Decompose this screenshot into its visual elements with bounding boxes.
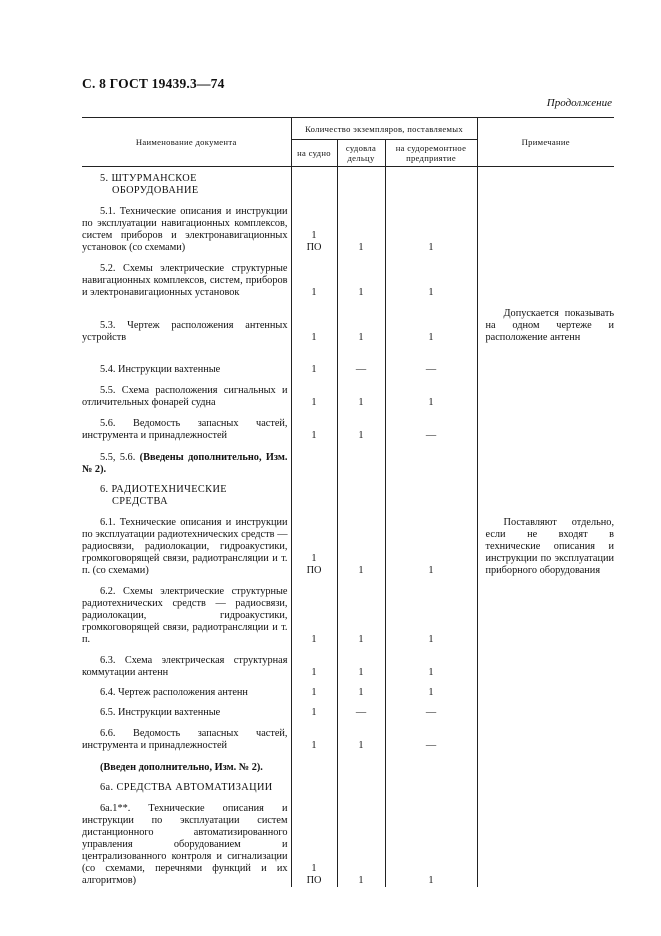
doc-name: 5.4. Инструкции вахтенные	[82, 344, 291, 376]
table-row	[82, 699, 614, 719]
table-row	[82, 376, 614, 409]
table-row	[82, 577, 614, 646]
qty-repair: 1	[385, 646, 477, 679]
qty-ship: 1	[291, 376, 337, 409]
amendment-prefix: 5.5, 5.6.	[100, 452, 140, 463]
qty-ship: 1	[291, 254, 337, 299]
doc-name: 5.3. Чертеж расположения антенных устройств	[82, 299, 291, 344]
qty-repair: 1	[385, 254, 477, 299]
qty-repair: 1	[385, 299, 477, 344]
note-text: Допускается показывать на одном чертеже и расположение антенн	[485, 308, 615, 343]
table-row	[82, 679, 614, 699]
qty-ship-top: 1	[311, 863, 317, 874]
qty-ship-top: 1	[311, 553, 317, 564]
qty-repair: —	[385, 719, 477, 752]
table-row	[82, 646, 614, 679]
qty-shipyard: 1	[337, 679, 385, 699]
table-row	[82, 719, 614, 752]
qty-ship: 1	[291, 409, 337, 442]
qty-shipyard: 1	[337, 197, 385, 254]
qty-ship-top: 1	[311, 230, 317, 241]
col-header-name: Наименование документа	[82, 118, 291, 167]
doc-name: 6.1. Технические описания и инструкции по эксплуатации радиотехнических средств — радиосвязи, радиолокации, гидроакустики, громкоговорящей связи, радиотрансляции и т. п. (со схемами)	[82, 508, 291, 577]
doc-name: 6.2. Схемы электрические структурные радиотехнических средств — радиосвязи, радиолокации, гидроакустики, громкоговорящей связи, радиотрансляции и т. п.	[82, 577, 291, 646]
col-header-repair: на судоремонтное предприятие	[385, 140, 477, 167]
section-6-title-l1: 6. РАДИОТЕХНИЧЕСКИЕ	[100, 484, 227, 495]
amendment-row	[82, 752, 614, 774]
col-header-shipyard: судовла дельцу	[337, 140, 385, 167]
col-header-ship: на судно	[291, 140, 337, 167]
qty-shipyard: 1	[337, 577, 385, 646]
doc-name: 5.2. Схемы электрические структурные навигационных комплексов, систем, приборов и электронавигационных установок	[82, 254, 291, 299]
documents-table	[82, 117, 614, 887]
qty-repair: 1	[385, 794, 477, 887]
note-text: Поставляют отдельно, если не входят в технические описания и инструкции по эксплуатации приборного оборудования	[485, 517, 615, 576]
table-header	[82, 118, 614, 167]
qty-ship: 1	[291, 719, 337, 752]
note	[477, 299, 614, 344]
table-row	[82, 299, 614, 344]
table-row	[82, 508, 614, 577]
qty-ship: 1	[291, 344, 337, 376]
qty-repair: 1	[385, 577, 477, 646]
qty-shipyard: 1	[337, 376, 385, 409]
section-title	[82, 476, 614, 508]
section-title	[82, 167, 614, 198]
qty-repair: 1	[385, 197, 477, 254]
qty-repair: 1	[385, 376, 477, 409]
section-5-title-l2: ОБОРУДОВАНИЕ	[112, 185, 199, 196]
qty-shipyard: 1	[337, 508, 385, 577]
amendment-text: (Введены дополнительно, Изм. № 2).	[82, 452, 288, 475]
section-6a-title: 6а. СРЕДСТВА АВТОМАТИЗАЦИИ	[100, 782, 273, 793]
col-header-quantity: Количество экземпляров, поставляемых	[291, 118, 477, 140]
qty-shipyard: 1	[337, 794, 385, 887]
page-header: С. 8 ГОСТ 19439.3—74	[82, 76, 225, 91]
table-row	[82, 254, 614, 299]
table-row	[82, 409, 614, 442]
qty-repair: —	[385, 344, 477, 376]
qty-ship: ПО	[306, 565, 322, 576]
doc-name: 5.6. Ведомость запасных частей, инструмента и принадлежностей	[82, 409, 291, 442]
section-title	[82, 774, 614, 794]
amendment-text: (Введен дополнительно, Изм. № 2).	[100, 762, 263, 773]
qty-shipyard: —	[337, 699, 385, 719]
amendment-note	[82, 442, 291, 476]
section-6-title-l2: СРЕДСТВА	[112, 496, 168, 507]
doc-name: 6.3. Схема электрическая структурная коммутации антенн	[82, 646, 291, 679]
note	[477, 508, 614, 577]
doc-name: 6а.1**. Технические описания и инструкции по эксплуатации систем дистанционного автоматизированного управления оборудованием и централизованного контроля и сигнализации (со схемами, перечнями функций и их алгоритмов)	[82, 794, 291, 887]
qty-shipyard: 1	[337, 719, 385, 752]
doc-name: 5.5. Схема расположения сигнальных и отличительных фонарей судна	[82, 376, 291, 409]
table-row	[82, 794, 614, 887]
continuation-label: Продолжение	[546, 97, 612, 109]
doc-name: 6.6. Ведомость запасных частей, инструмента и принадлежностей	[82, 719, 291, 752]
amendment-row	[82, 442, 614, 476]
qty-repair: —	[385, 699, 477, 719]
qty-repair: —	[385, 409, 477, 442]
section-5-title-l1: 5. ШТУРМАНСКОЕ	[100, 173, 197, 184]
table-row	[82, 197, 614, 254]
qty-shipyard: —	[337, 344, 385, 376]
qty-shipyard: 1	[337, 646, 385, 679]
qty-repair: 1	[385, 508, 477, 577]
doc-name: 5.1. Технические описания и инструкции по эксплуатации навигационных комплексов, систем приборов и электронавигационных установок (со схемами)	[82, 197, 291, 254]
qty-shipyard: 1	[337, 409, 385, 442]
qty-ship: ПО	[306, 875, 322, 886]
qty-repair: 1	[385, 679, 477, 699]
qty-ship: ПО	[306, 242, 322, 253]
qty-ship: 1	[291, 646, 337, 679]
table-row	[82, 344, 614, 376]
doc-name: 6.5. Инструкции вахтенные	[82, 699, 291, 719]
qty-ship: 1	[291, 299, 337, 344]
qty-ship: 1	[291, 577, 337, 646]
qty-shipyard: 1	[337, 299, 385, 344]
qty-shipyard: 1	[337, 254, 385, 299]
qty-ship: 1	[291, 699, 337, 719]
qty-ship: 1	[291, 679, 337, 699]
doc-name: 6.4. Чертеж расположения антенн	[82, 679, 291, 699]
col-header-note: Примечание	[521, 137, 570, 147]
